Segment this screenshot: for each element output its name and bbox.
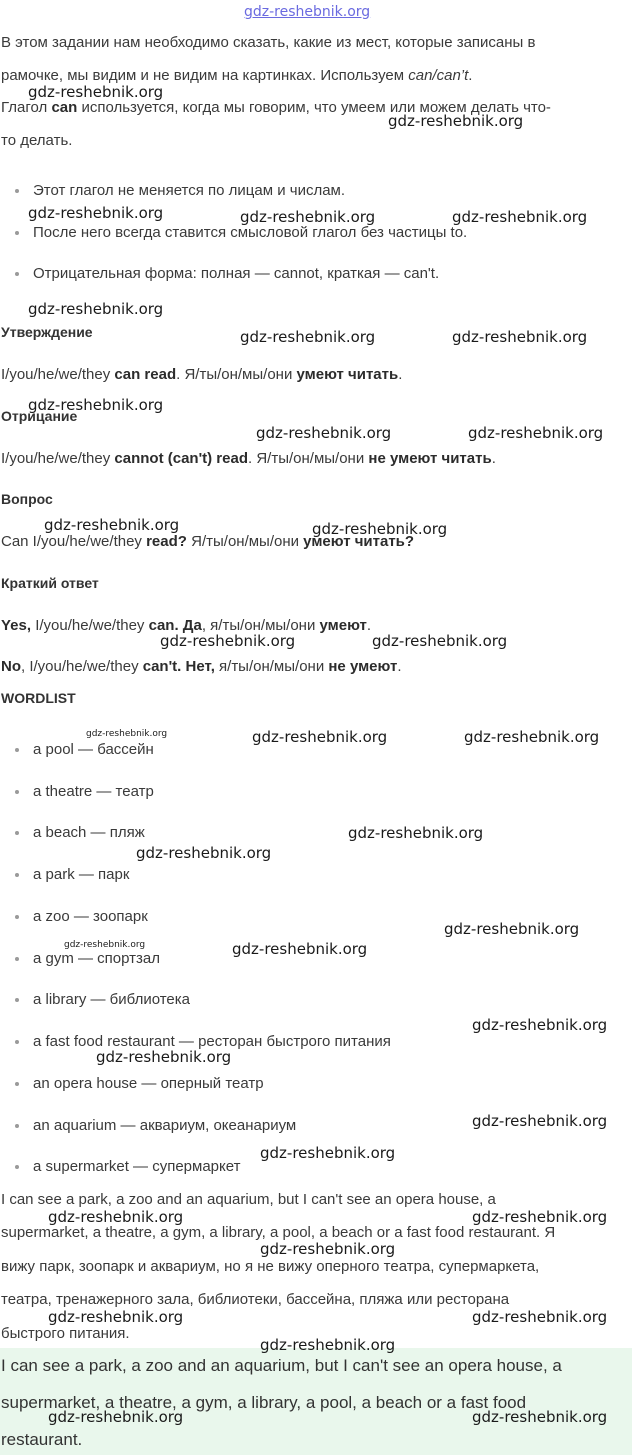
watermark: gdz-reshebnik.org: [452, 328, 588, 346]
answer-line-1: I can see a park, a zoo and an aquarium, but I can't see an opera house, a: [1, 1356, 562, 1375]
watermark: gdz-reshebnik.org: [64, 940, 146, 950]
watermark: gdz-reshebnik.org: [468, 424, 604, 442]
translation-line-1: I can see a park, a zoo and an aquarium, but I can't see an opera house, a: [1, 1191, 496, 1208]
intro-line-3: Глагол can используется, когда мы говорим, что умеем или можем делать что-: [1, 99, 551, 116]
intro-line-4: то делать.: [1, 132, 73, 149]
bullet-icon: [15, 1040, 19, 1044]
negative-example: I/you/he/we/they cannot (can't) read. Я/ты/он/мы/они не умеют читать.: [1, 450, 496, 467]
watermark: gdz-reshebnik.org: [444, 920, 580, 938]
short-answer-no: No, I/you/he/we/they can't. Нет, я/ты/он/мы/они не умеют.: [1, 658, 402, 675]
watermark: gdz-reshebnik.org: [28, 396, 164, 414]
intro-line-1: В этом задании нам необходимо сказать, какие из мест, которые записаны в: [1, 34, 536, 51]
bullet-icon: [15, 998, 19, 1002]
watermark: gdz-reshebnik.org: [472, 1308, 608, 1326]
watermark: gdz-reshebnik.org: [472, 1016, 608, 1034]
watermark: gdz-reshebnik.org: [472, 1208, 608, 1226]
watermark: gdz-reshebnik.org: [28, 204, 164, 222]
bullet-icon: [15, 189, 19, 193]
watermark: gdz-reshebnik.org: [452, 208, 588, 226]
heading-affirmative: Утверждение: [1, 324, 93, 340]
answer-line-2: supermarket, a theatre, a gym, a library, a pool, a beach or a fast food: [1, 1393, 527, 1412]
translation-line-2: supermarket, a theatre, a gym, a library, a pool, a beach or a fast food restaurant. Я: [1, 1224, 556, 1241]
bullet-icon: [15, 873, 19, 877]
watermark: gdz-reshebnik.org: [372, 632, 508, 650]
watermark: gdz-reshebnik.org: [260, 1336, 396, 1354]
translation-line-5: быстрого питания.: [1, 1325, 130, 1342]
bullet-icon: [15, 748, 19, 752]
answer-line-3: restaurant.: [1, 1430, 83, 1449]
watermark: gdz-reshebnik.org: [256, 424, 392, 442]
heading-negative: Отрицание: [1, 408, 78, 424]
bullet-icon: [15, 1082, 19, 1086]
heading-question: Вопрос: [1, 491, 53, 507]
watermark: gdz-reshebnik.org: [28, 83, 164, 101]
watermark: gdz-reshebnik.org: [48, 1408, 184, 1426]
bullet-icon: [15, 957, 19, 961]
watermark: gdz-reshebnik.org: [240, 328, 376, 346]
watermark: gdz-reshebnik.org: [160, 632, 296, 650]
watermark: gdz-reshebnik.org: [252, 728, 388, 746]
watermark: gdz-reshebnik.org: [48, 1208, 184, 1226]
watermark: gdz-reshebnik.org: [472, 1112, 608, 1130]
watermark: gdz-reshebnik.org: [240, 208, 376, 226]
watermark: gdz-reshebnik.org: [312, 520, 448, 538]
question-example: Can I/you/he/we/they read? Я/ты/он/мы/они умеют читать?: [1, 533, 415, 550]
watermark: gdz-reshebnik.org: [28, 300, 164, 318]
watermark: gdz-reshebnik.org: [86, 729, 168, 739]
heading-short-answer: Краткий ответ: [1, 575, 99, 591]
translation-line-4: театра, тренажерного зала, библиотеки, бассейна, пляжа или ресторана: [1, 1291, 510, 1308]
short-answer-yes: Yes, I/you/he/we/they can. Да, я/ты/он/мы/они умеют.: [1, 617, 372, 634]
watermark: gdz-reshebnik.org: [96, 1048, 232, 1066]
watermark: gdz-reshebnik.org: [472, 1408, 608, 1426]
watermark: gdz-reshebnik.org: [464, 728, 600, 746]
intro-line-2: рамочке, мы видим и не видим на картинках. Используем can/can’t.: [1, 67, 473, 84]
bullet-icon: [15, 915, 19, 919]
watermark: gdz-reshebnik.org: [48, 1308, 184, 1326]
translation-line-3: вижу парк, зоопарк и аквариум, но я не вижу оперного театра, супермаркета,: [1, 1258, 540, 1275]
bullet-icon: [15, 272, 19, 276]
site-link[interactable]: gdz-reshebnik.org: [244, 4, 371, 20]
heading-wordlist: WORDLIST: [1, 690, 76, 706]
bullet-icon: [15, 231, 19, 235]
answer-block: [0, 1348, 632, 1455]
affirmative-example: I/you/he/we/they can read. Я/ты/он/мы/они умеют читать.: [1, 366, 403, 383]
bullet-icon: [15, 1165, 19, 1169]
watermark: gdz-reshebnik.org: [260, 1144, 396, 1162]
bullet-icon: [15, 1124, 19, 1128]
watermark: gdz-reshebnik.org: [348, 824, 484, 842]
watermark: gdz-reshebnik.org: [260, 1240, 396, 1258]
watermark: gdz-reshebnik.org: [136, 844, 272, 862]
watermark: gdz-reshebnik.org: [44, 516, 180, 534]
watermark: gdz-reshebnik.org: [388, 112, 524, 130]
watermark: gdz-reshebnik.org: [232, 940, 368, 958]
bullet-icon: [15, 790, 19, 794]
bullet-icon: [15, 831, 19, 835]
